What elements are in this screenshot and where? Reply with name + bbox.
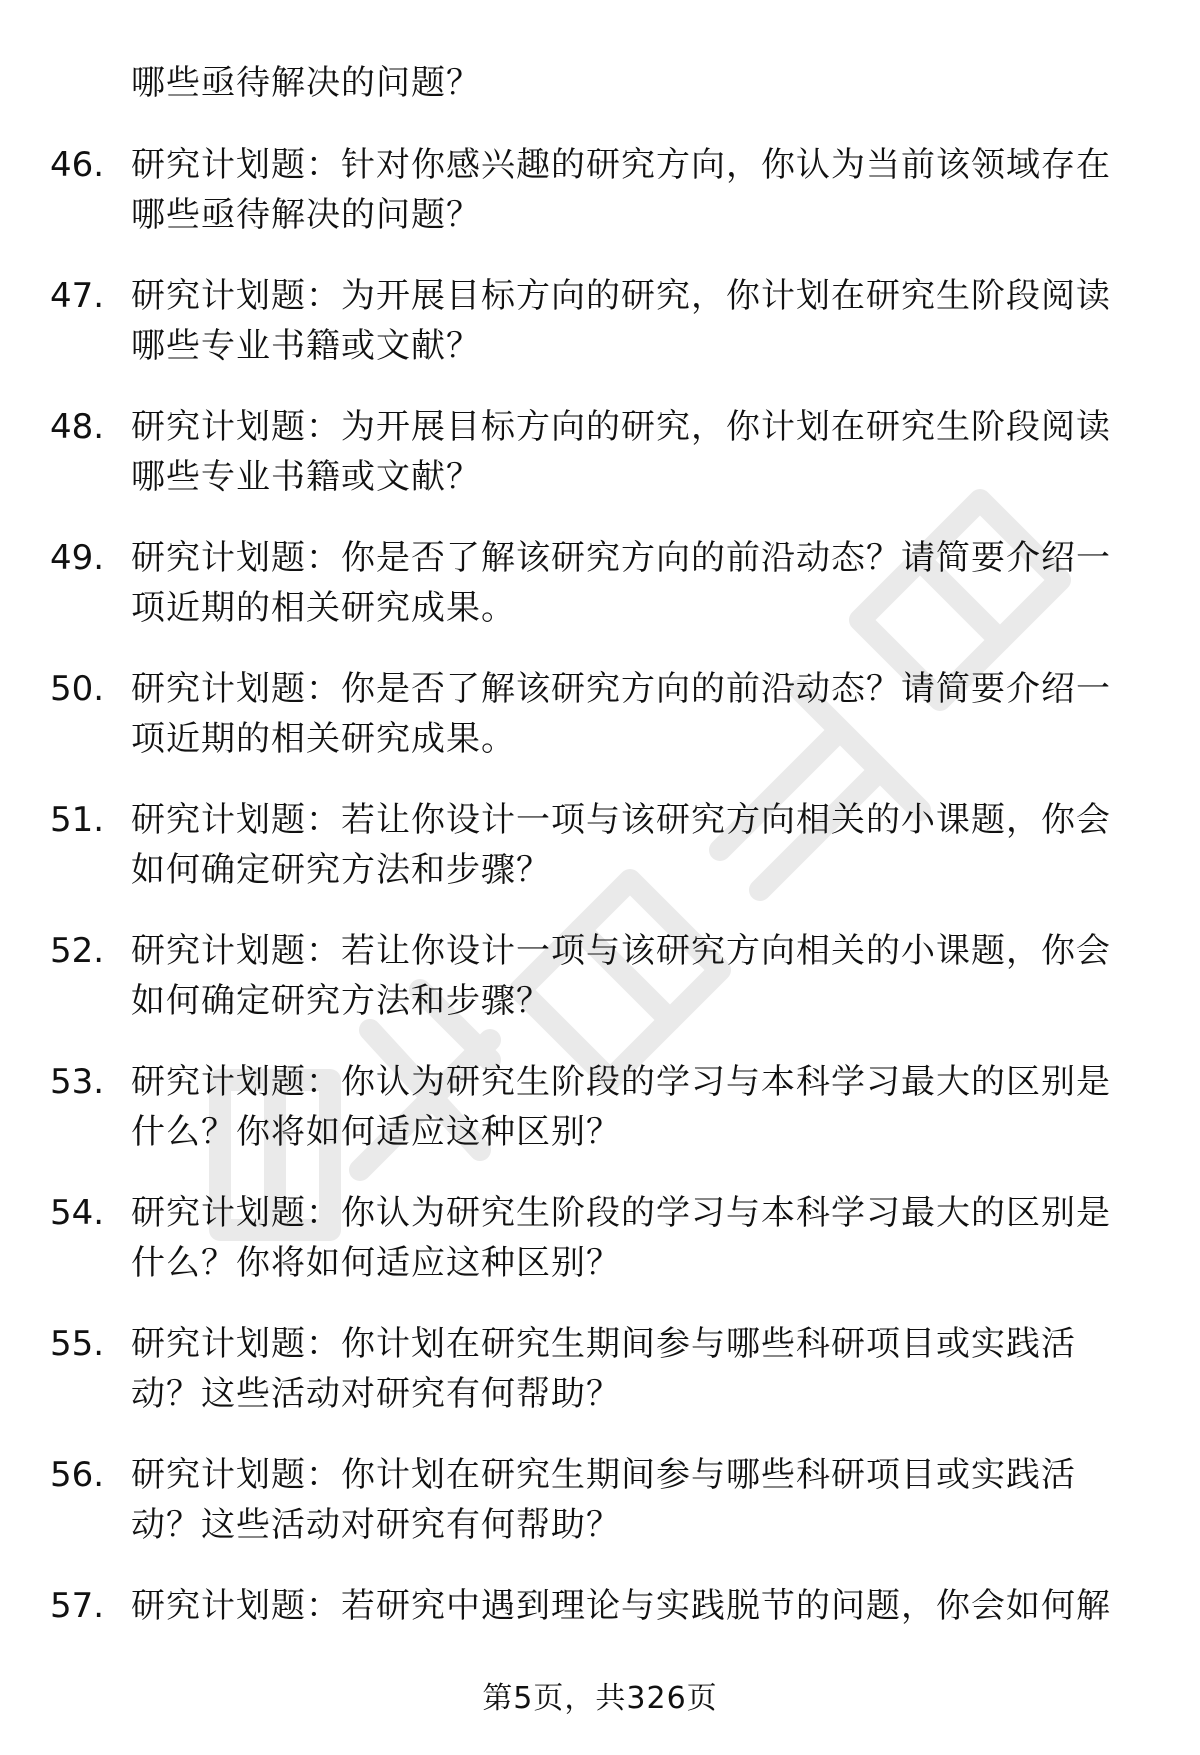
list-item: [0, 1581, 1200, 1681]
question-line: 研究计划题：你是否了解该研究方向的前沿动态？请简要介绍一: [131, 538, 1111, 578]
continued-question-line: 哪些亟待解决的问题？: [131, 63, 481, 103]
question-line: 研究计划题：若研究中遇到理论与实践脱节的问题，你会如何解: [131, 1586, 1111, 1626]
question-text: [131, 664, 1141, 764]
question-line: 研究计划题：若让你设计一项与该研究方向相关的小课题，你会: [131, 800, 1111, 840]
question-line: 什么？你将如何适应这种区别？: [131, 1243, 621, 1283]
question-line: 项近期的相关研究成果。: [131, 588, 516, 628]
question-number: 52.: [50, 931, 105, 971]
question-number: 46.: [50, 145, 105, 185]
question-line: 研究计划题：若让你设计一项与该研究方向相关的小课题，你会: [131, 931, 1111, 971]
question-number: 47.: [50, 276, 105, 316]
question-number: 50.: [50, 669, 105, 709]
question-text: [131, 1450, 1141, 1550]
list-item: [0, 271, 1200, 371]
list-item: [0, 664, 1200, 764]
question-line: 研究计划题：为开展目标方向的研究，你计划在研究生阶段阅读: [131, 407, 1111, 447]
question-text: [131, 926, 1141, 1026]
question-line: 如何确定研究方法和步骤？: [131, 981, 551, 1021]
question-line: 研究计划题：你计划在研究生期间参与哪些科研项目或实践活: [131, 1324, 1076, 1364]
question-number: 56.: [50, 1455, 105, 1495]
list-item: [0, 1319, 1200, 1419]
question-number: 49.: [50, 538, 105, 578]
list-item: [0, 140, 1200, 240]
question-text: [131, 795, 1141, 895]
list-item: [0, 402, 1200, 502]
list-item: [0, 1188, 1200, 1288]
question-line: 哪些专业书籍或文献？: [131, 457, 481, 497]
question-number: 53.: [50, 1062, 105, 1102]
question-text: [131, 402, 1141, 502]
question-line: 如何确定研究方法和步骤？: [131, 850, 551, 890]
question-line: 研究计划题：针对你感兴趣的研究方向，你认为当前该领域存在: [131, 145, 1111, 185]
question-text: [131, 271, 1141, 371]
page-footer: 第5页，共326页: [482, 1681, 718, 1716]
question-line: 项近期的相关研究成果。: [131, 719, 516, 759]
question-line: 哪些亟待解决的问题？: [131, 195, 481, 235]
question-text: [131, 1188, 1141, 1288]
question-number: 51.: [50, 800, 105, 840]
question-line: 研究计划题：你是否了解该研究方向的前沿动态？请简要介绍一: [131, 669, 1111, 709]
question-text: [131, 533, 1141, 633]
question-line: 什么？你将如何适应这种区别？: [131, 1112, 621, 1152]
question-line: 研究计划题：你认为研究生阶段的学习与本科学习最大的区别是: [131, 1193, 1111, 1233]
question-line: 研究计划题：为开展目标方向的研究，你计划在研究生阶段阅读: [131, 276, 1111, 316]
question-list: [0, 140, 1200, 1712]
question-text: [131, 1057, 1141, 1157]
list-item: [0, 795, 1200, 895]
list-item: [0, 926, 1200, 1026]
question-line: 研究计划题：你认为研究生阶段的学习与本科学习最大的区别是: [131, 1062, 1111, 1102]
question-number: 54.: [50, 1193, 105, 1233]
question-line: 动？这些活动对研究有何帮助？: [131, 1374, 621, 1414]
question-text: [131, 1581, 1141, 1631]
question-number: 55.: [50, 1324, 105, 1364]
list-item: [0, 533, 1200, 633]
question-number: 48.: [50, 407, 105, 447]
question-line: 研究计划题：你计划在研究生期间参与哪些科研项目或实践活: [131, 1455, 1076, 1495]
question-number: 57.: [50, 1586, 105, 1626]
list-item: [0, 1450, 1200, 1550]
question-line: 哪些专业书籍或文献？: [131, 326, 481, 366]
question-line: 动？这些活动对研究有何帮助？: [131, 1505, 621, 1545]
question-text: [131, 140, 1141, 240]
list-item: [0, 1057, 1200, 1157]
question-text: [131, 1319, 1141, 1419]
